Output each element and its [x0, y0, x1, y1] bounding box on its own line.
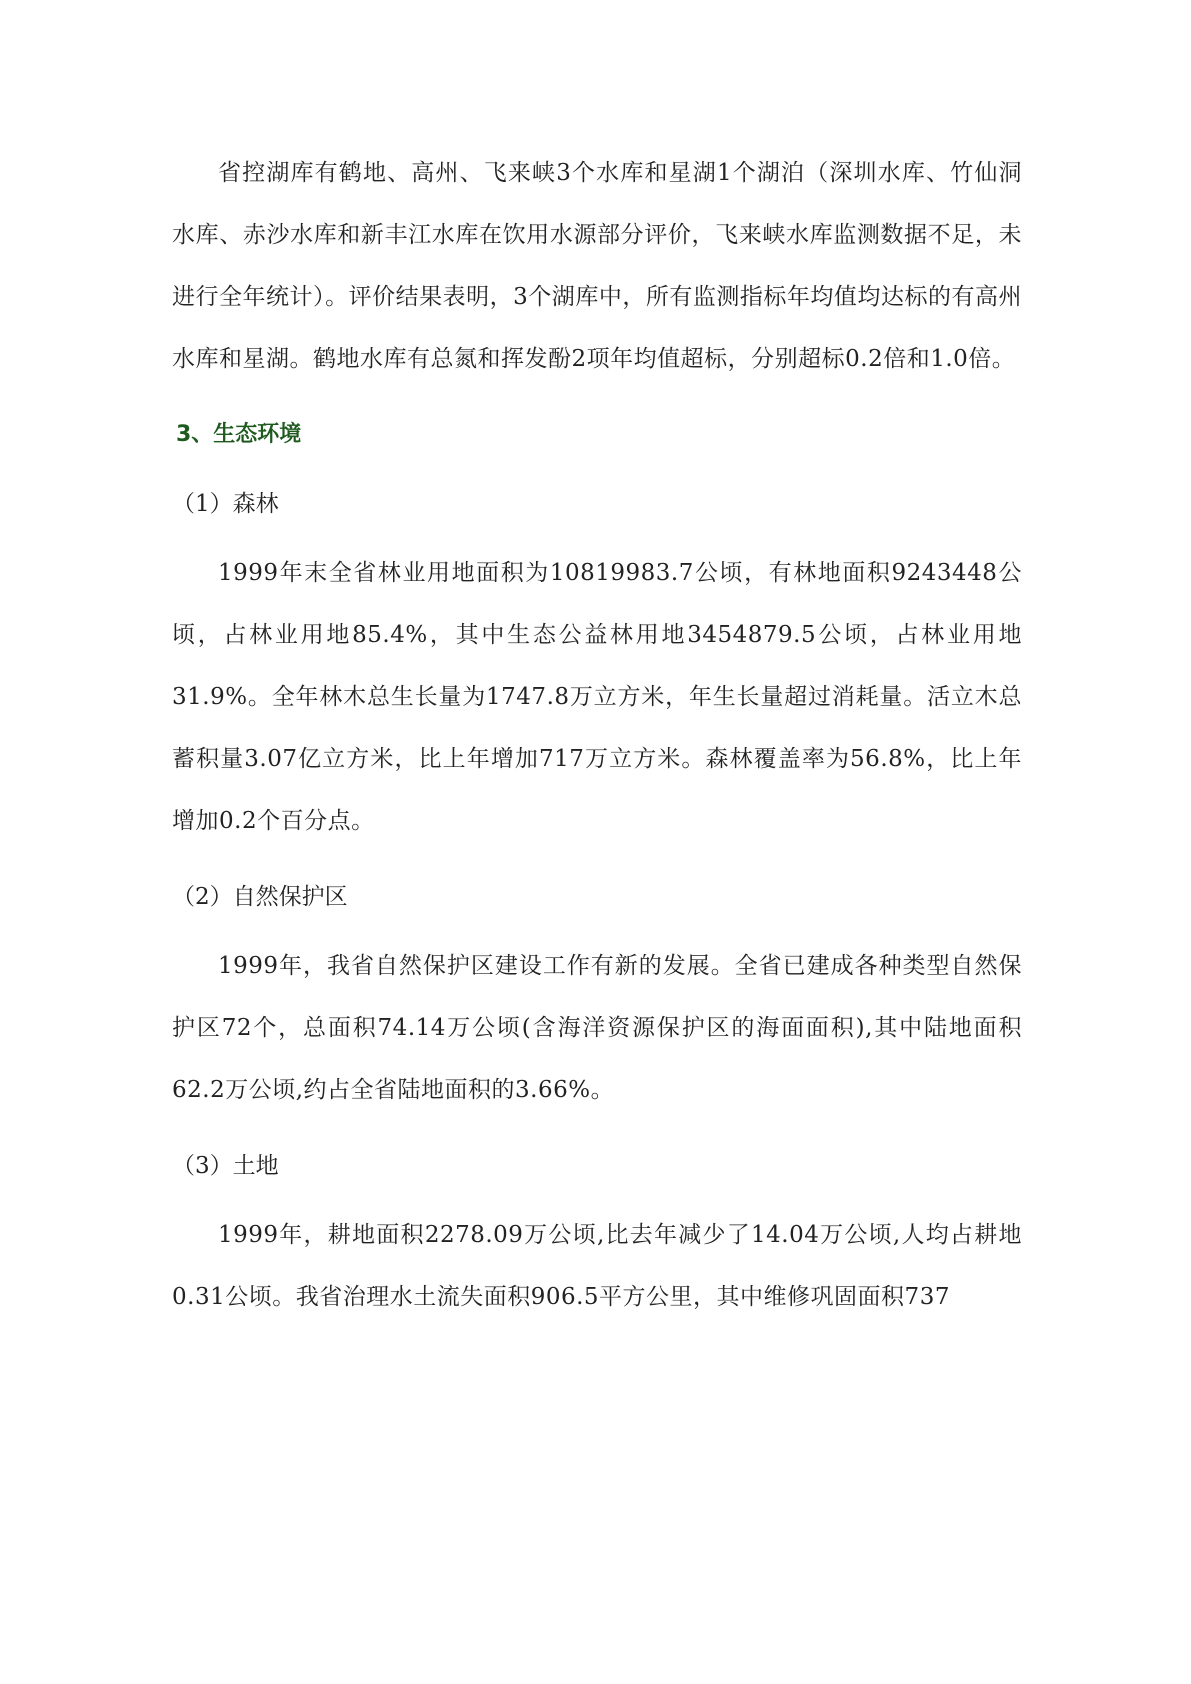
forest-paragraph: 1999年末全省林业用地面积为10819983.7公顷，有林地面积9243448公顷，占林业用地85.4%，其中生态公益林用地3454879.5公顷，占林业用地31.9%。全年林木总生长量为1747.8万立方米，年生长量超过消耗量。活立木总蓄积量3.07亿立方米，比上年增加717万立方米。森林覆盖率为56.8%，比上年增加0.2个百分点。	[172, 560, 1022, 834]
nature-reserve-paragraph: 1999年，我省自然保护区建设工作有新的发展。全省已建成各种类型自然保护区72个，总面积74.14万公顷(含海洋资源保护区的海面面积),其中陆地面积62.2万公顷,约占全省陆地面积的3.66%。	[172, 953, 1022, 1103]
section-heading-ecology: 3、生态环境	[176, 422, 302, 447]
land-paragraph: 1999年，耕地面积2278.09万公顷,比去年减少了14.04万公顷,人均占耕地0.31公顷。我省治理水土流失面积906.5平方公里，其中维修巩固面积737	[172, 1222, 1022, 1310]
document-page	[172, 142, 1022, 1328]
subheading-land: （3）土地	[172, 1153, 279, 1179]
subheading-forest: （1）森林	[172, 491, 279, 517]
subheading-nature-reserve: （2）自然保护区	[172, 884, 348, 910]
lakes-paragraph: 省控湖库有鹤地、高州、飞来峡3个水库和星湖1个湖泊（深圳水库、竹仙洞水库、赤沙水库和新丰江水库在饮用水源部分评价，飞来峡水库监测数据不足，未进行全年统计）。评价结果表明，3个湖库中，所有监测指标年均值均达标的有高州水库和星湖。鹤地水库有总氮和挥发酚2项年均值超标，分别超标0.2倍和1.0倍。	[172, 160, 1022, 372]
